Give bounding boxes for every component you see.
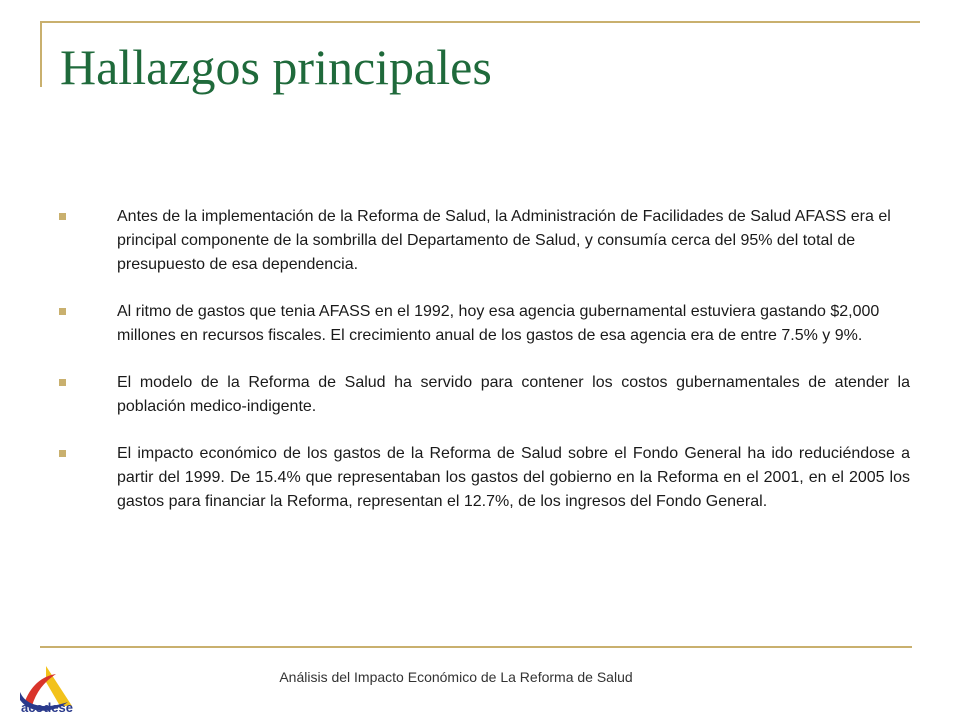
bullet-item-1 [58, 205, 910, 277]
slide-title: Hallazgos principales [60, 39, 492, 95]
bullet-item-2 [58, 300, 910, 348]
bullet-list [58, 205, 910, 537]
bullet-text-4: El impacto económico de los gastos de la Reforma de Salud sobre el Fondo General ha ido reduciéndose a partir del 1999. De 15.4% que representaban los gastos del gobierno en la Reforma en el 2001, en el 2005 los gastos para financiar la Reforma, representan el 12.7%, de los ingresos del Fondo General. [117, 445, 910, 510]
square-bullet-icon [59, 379, 66, 386]
bullet-text-3: El modelo de la Reforma de Salud ha servido para contener los costos gubernamentales de atender la población medico-indigente. [117, 374, 910, 415]
frame-left-line [40, 21, 42, 87]
square-bullet-icon [59, 213, 66, 220]
square-bullet-icon [59, 308, 66, 315]
bullet-item-4 [58, 442, 910, 514]
bullet-text-2: Al ritmo de gastos que tenia AFASS en el 1992, hoy esa agencia gubernamental estuviera gastando $2,000 millones en recursos fiscales. El crecimiento anual de los gastos de esa agencia era de entre 7.5% y 9%. [117, 303, 880, 344]
bullet-text-1: Antes de la implementación de la Reforma de Salud, la Administración de Facilidades de Salud AFASS era el principal componente de la sombrilla del Departamento de Salud, y consumía cerca del 95% del total de presupuesto de esa dependencia. [117, 208, 891, 273]
bullet-item-3 [58, 371, 910, 419]
square-bullet-icon [59, 450, 66, 457]
slide-footer: Análisis del Impacto Económico de La Reforma de Salud [279, 669, 633, 685]
frame-bottom-line [40, 646, 912, 648]
logo-text: acodese [20, 700, 74, 715]
frame-top-line [40, 21, 920, 23]
